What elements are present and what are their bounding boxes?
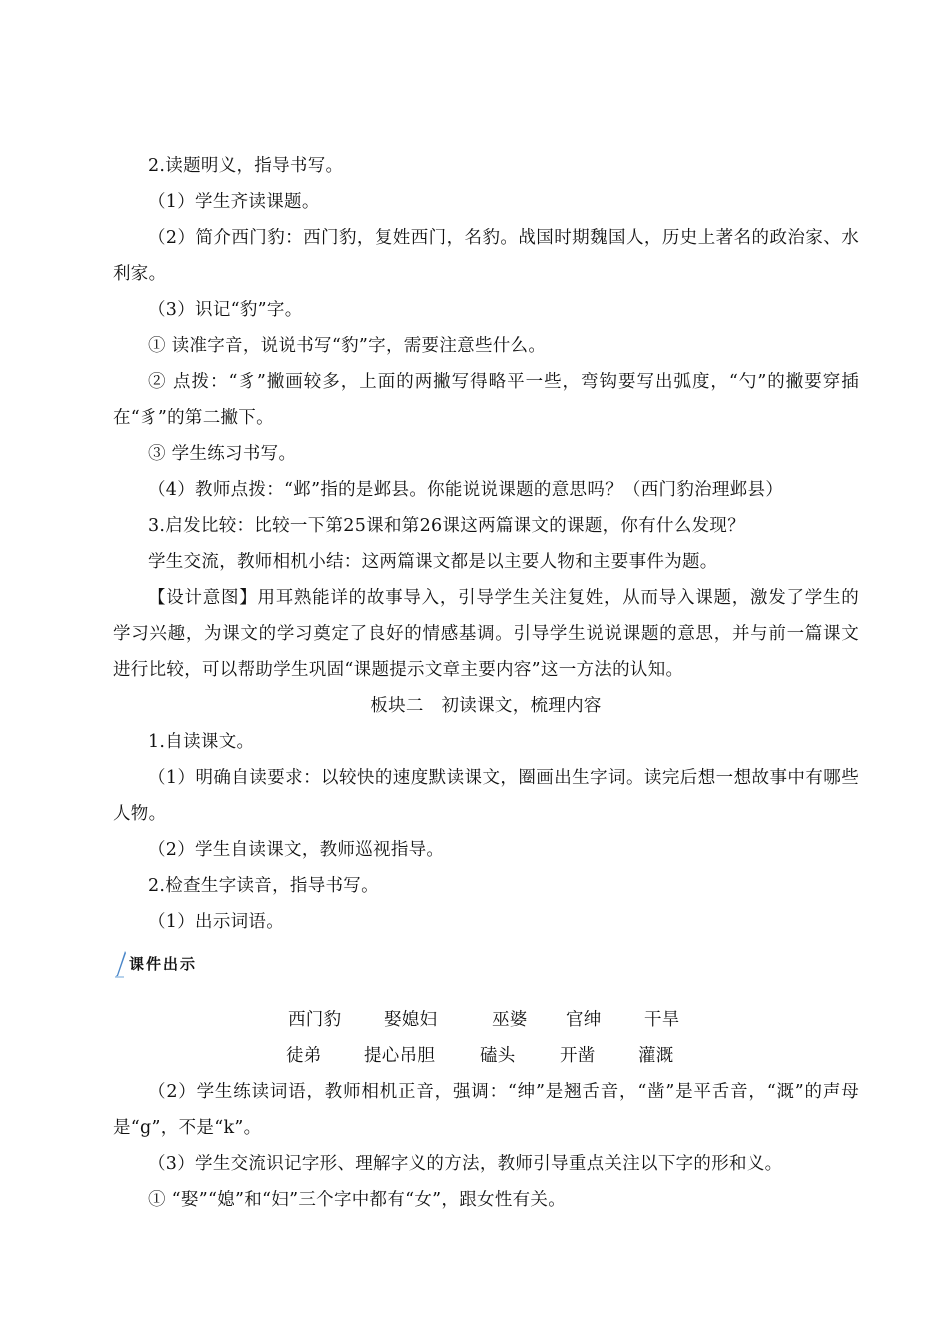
section2-step-2: 2.检查生字读音，指导书写。: [148, 876, 379, 896]
word-item: 灌溉: [638, 1046, 674, 1066]
word-row-2: [113, 1038, 859, 1074]
word-item: 巫婆: [492, 1010, 528, 1030]
section2-step-1-item-2: （2）学生自读课文，教师巡视指导。: [148, 840, 445, 860]
pen-stroke-icon: [113, 949, 127, 979]
design-intent: 【设计意图】用耳熟能详的故事导入，引导学生关注复姓，从而导入课题，激发了学生的学习兴趣，为课文的学习奠定了良好的情感基调。引导学生说说课题的意思，并与前一篇课文进行比较，可以帮助学生巩固“课题提示文章主要内容”这一方法的认知。: [113, 588, 859, 680]
step-2-item-3: （3）识记“豹”字。: [148, 300, 303, 320]
word-item: 娶媳妇: [384, 1010, 438, 1030]
step-2-sub-3: ③ 学生练习书写。: [148, 444, 297, 464]
word-item: 开凿: [560, 1046, 596, 1066]
section2-step-1-item-1: （1）明确自读要求：以较快的速度默读课文，圈画出生字词。读完后想一想故事中有哪些人物。: [113, 768, 859, 824]
step-2-item-4: （4）教师点拨：“邺”指的是邺县。你能说说课题的意思吗？（西门豹治理邺县）: [148, 480, 784, 500]
word-item: 徒弟: [286, 1046, 322, 1066]
courseware-label: [113, 944, 859, 984]
vocabulary-words: [113, 1002, 859, 1074]
step-2-heading: 2.读题明义，指导书写。: [148, 156, 344, 176]
step-3-summary: 学生交流，教师相机小结：这两篇课文都是以主要人物和主要事件为题。: [148, 552, 718, 572]
section2-step-2-item-2: （2）学生练读词语，教师相机正音，强调：“绅”是翘舌音，“凿”是平舌音，“溉”的声母是“g”，不是“k”。: [113, 1082, 859, 1138]
section2-step-2-sub-1: ① “娶”“媳”和“妇”三个字中都有“女”，跟女性有关。: [148, 1190, 567, 1210]
courseware-label-text: 课件出示: [129, 955, 198, 973]
section-title: 板块二 初读课文，梳理内容: [370, 696, 602, 716]
word-item: 干旱: [644, 1010, 680, 1030]
word-item: 提心吊胆: [364, 1046, 436, 1066]
step-3-heading: 3.启发比较：比较一下第25课和第26课这两篇课文的课题，你有什么发现？: [148, 516, 746, 536]
section2-step-2-item-3: （3）学生交流识记字形、理解字义的方法，教师引导重点关注以下字的形和义。: [148, 1154, 783, 1174]
section2-step-1: 1.自读课文。: [148, 732, 255, 752]
word-item: 西门豹: [288, 1010, 342, 1030]
word-row-1: [113, 1002, 859, 1038]
word-item: 磕头: [480, 1046, 516, 1066]
section2-step-2-item-1: （1）出示词语。: [148, 912, 285, 932]
step-2-sub-2: ② 点拨：“豸”撇画较多，上面的两撇写得略平一些，弯钩要写出弧度，“勺”的撇要穿插在“豸”的第二撇下。: [113, 372, 859, 428]
step-2-item-1: （1）学生齐读课题。: [148, 192, 320, 212]
step-2-sub-1: ① 读准字音，说说书写“豹”字，需要注意些什么。: [148, 336, 547, 356]
lesson-content: [113, 148, 859, 1218]
word-item: 官绅: [566, 1010, 602, 1030]
step-2-item-2: （2）简介西门豹：西门豹，复姓西门，名豹。战国时期魏国人，历史上著名的政治家、水利家。: [113, 228, 859, 284]
